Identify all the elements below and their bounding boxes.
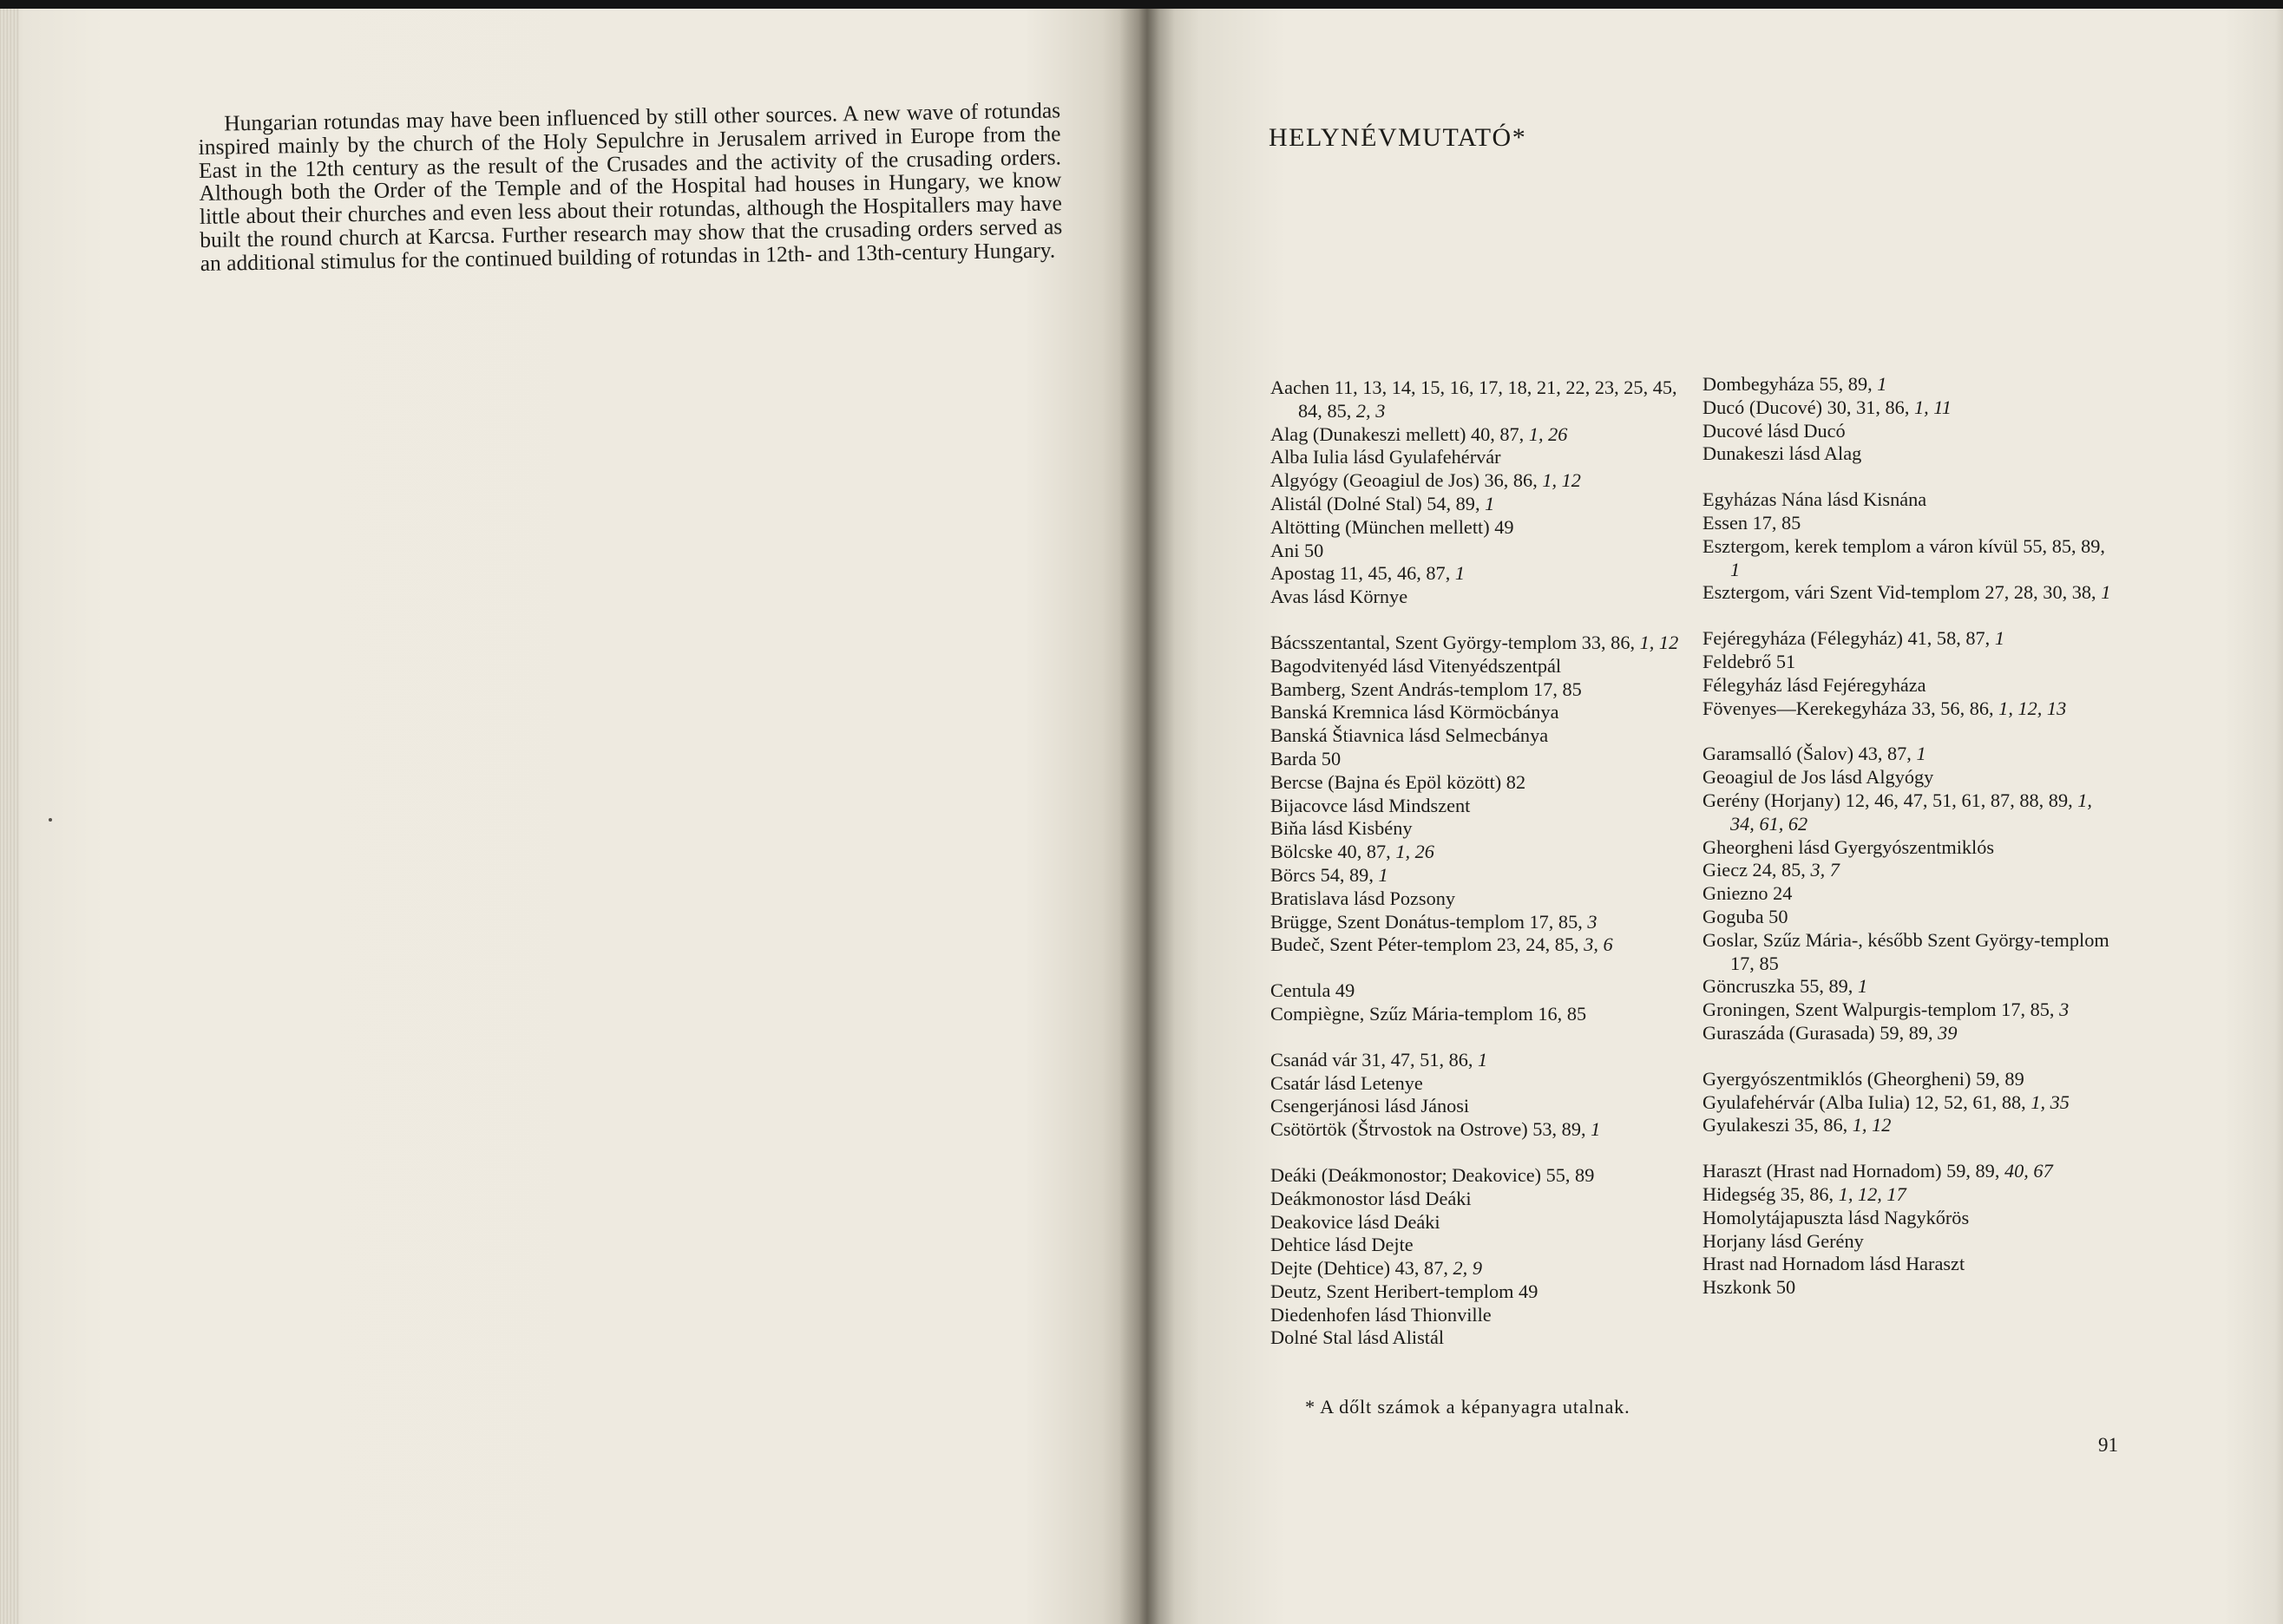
index-entry [1270,678,1687,702]
ink-speck [49,818,52,822]
entry-text: Csatár lásd Letenye [1270,1071,1423,1094]
index-entry [1270,377,1687,423]
index-entry [1702,766,2119,789]
entry-text: Csanád vár 31, 47, 51, 86, [1270,1048,1479,1071]
entry-figure-refs: 1 [1916,743,1926,765]
index-entry [1270,516,1687,540]
entry-text: Alba Iulia lásd Gyulafehérvár [1270,446,1501,468]
entry-text: Bölcske 40, 87, [1270,841,1396,863]
index-entry [1270,911,1687,934]
index-entry [1270,1211,1687,1234]
index-entry [1270,1118,1687,1142]
index-entry [1270,1188,1687,1211]
entry-text: Banská Kremnica lásd Körmöcbánya [1270,701,1559,724]
index-entry [1702,512,2119,535]
entry-text: Félegyház lásd Fejéregyháza [1702,673,1926,696]
index-heading: HELYNÉVMUTATÓ* [1269,123,1527,152]
entry-figure-refs: 1 [2101,581,2111,604]
entry-text: Gyulakeszi 35, 86, [1702,1114,1853,1136]
index-entry [1270,979,1687,1003]
entry-gap [1702,1045,2119,1068]
entry-figure-refs: 1, 34, 61, 62 [1730,789,2092,835]
entry-gap [1702,605,2119,627]
entry-text: Hszkonk 50 [1702,1276,1796,1299]
entry-gap [1270,957,1687,979]
index-entry [1270,586,1687,609]
index-entry [1270,724,1687,748]
index-entry [1702,789,2119,836]
entry-text: Esztergom, vári Szent Vid-templom 27, 28, 30, 38, [1702,581,2102,604]
entry-text: Egyházas Nána lásd Kisnána [1702,488,1927,511]
body-text [198,99,1063,275]
entry-figure-refs: 1, 11 [1913,396,1952,418]
entry-figure-refs: 3, 6 [1584,933,1613,956]
entry-text: Brügge, Szent Donátus-templom 17, 85, [1270,910,1588,933]
entry-figure-refs: 1, 12 [1542,469,1581,492]
entry-figure-refs: 1 [1485,492,1495,514]
entry-text: Deutz, Szent Heribert-templom 49 [1270,1280,1538,1302]
entry-figure-refs: 1, 12, 17 [1838,1182,1906,1205]
entry-text: Barda 50 [1270,747,1342,769]
entry-text: Ani 50 [1270,539,1324,561]
index-entry [1702,906,2119,929]
index-entry [1270,1095,1687,1118]
index-entry [1702,836,2119,860]
index-entry [1270,1072,1687,1096]
entry-gap [1270,1142,1687,1164]
entry-text: Haraszt (Hrast nad Hornadom) 59, 89, [1702,1160,2004,1182]
entry-text: Gerény (Horjany) 12, 46, 47, 51, 61, 87, 88, 89, [1702,789,2078,811]
index-entry [1270,446,1687,469]
entry-text: Gniezno 24 [1702,882,1793,905]
entry-text: Göncruszka 55, 89, [1702,975,1858,998]
entry-text: Alag (Dunakeszi mellett) 40, 87, [1270,422,1529,445]
index-entry [1270,1049,1687,1072]
index-entry [1702,674,2119,697]
entry-text: Dombegyháza 55, 89, [1702,373,1878,395]
entry-figure-refs: 3 [1587,910,1597,933]
entry-figure-refs: 2, 3 [1355,399,1386,422]
entry-text: Gheorgheni lásd Gyergyószentmiklós [1702,835,1995,858]
index-entry [1270,1234,1687,1257]
entry-text: Banská Štiavnica lásd Selmecbánya [1270,724,1549,747]
entry-text: Goslar, Szűz Mária-, később Szent György-templom 17, 85 [1702,928,2109,974]
index-entry [1270,1164,1687,1188]
index-entry [1702,1207,2119,1230]
entry-text: Bamberg, Szent András-templom 17, 85 [1270,678,1582,700]
index-entry [1270,817,1687,841]
entry-text: Alistál (Dolné Stal) 54, 89, [1270,492,1486,514]
index-entry [1270,1257,1687,1280]
entry-figure-refs: 1 [1378,863,1388,886]
entry-text: Bagodvitenyéd lásd Vitenyédszentpál [1270,654,1562,677]
index-entry [1270,701,1687,724]
entry-text: Fejéregyháza (Félegyház) 41, 58, 87, [1702,627,1995,650]
index-entry [1702,999,2119,1022]
entry-text: Centula 49 [1270,979,1355,1002]
index-entry [1702,882,2119,906]
entry-text: Giecz 24, 85, [1702,859,1811,881]
entry-text: Bácsszentantal, Szent György-templom 33, 86, [1270,631,1640,653]
entry-figure-refs: 2, 9 [1453,1257,1482,1280]
index-entry [1702,1091,2119,1115]
index-entry [1702,1183,2119,1207]
index-entry [1702,929,2119,976]
index-entry [1270,795,1687,818]
entry-figure-refs: 1, 26 [1395,841,1434,863]
index-entry [1270,887,1687,911]
entry-figure-refs: 1 [1877,373,1887,395]
index-entry [1702,1068,2119,1091]
index-entry [1270,841,1687,864]
index-entry [1702,627,2119,651]
entry-text: Biňa lásd Kisbény [1270,817,1413,840]
entry-text: Deakovice lásd Deáki [1270,1210,1440,1233]
index-entry [1270,423,1687,447]
index-entry [1702,1253,2119,1276]
entry-figure-refs: 1, 35 [2030,1090,2070,1113]
index-entry [1702,1160,2119,1183]
entry-figure-refs: 1 [1857,975,1868,998]
gutter-shadow [1119,0,1175,1624]
entry-text: Geoagiul de Jos lásd Algyógy [1702,766,1934,789]
entry-text: Avas lásd Környe [1270,586,1408,608]
entry-gap [1702,720,2119,743]
index-entry [1270,748,1687,771]
index-entry [1702,373,2119,396]
entry-text: Bratislava lásd Pozsony [1270,887,1456,909]
index-entry [1270,771,1687,795]
entry-text: Homolytájapuszta lásd Nagykőrös [1702,1206,1970,1228]
index-entry [1702,697,2119,721]
entry-text: Börcs 54, 89, [1270,863,1379,886]
index-entry [1270,1003,1687,1026]
entry-figure-refs: 1, 12 [1852,1114,1892,1136]
index-entry [1270,632,1687,655]
index-entry [1270,562,1687,586]
entry-text: Dehtice lásd Dejte [1270,1234,1414,1256]
entry-figure-refs: 1 [1994,627,2004,650]
entry-text: Aachen 11, 13, 14, 15, 16, 17, 18, 21, 22, 23, 25, 45, 84, 85, [1270,377,1677,422]
entry-figure-refs: 1 [1591,1118,1601,1141]
index-entry [1702,1022,2119,1045]
entry-text: Gyergyószentmiklós (Gheorgheni) 59, 89 [1702,1067,2024,1090]
index-entry [1702,651,2119,674]
entry-text: Altötting (München mellett) 49 [1270,515,1514,538]
entry-figure-refs: 1, 12 [1639,631,1679,653]
index-entry [1702,859,2119,882]
entry-text: Apostag 11, 45, 46, 87, [1270,562,1455,585]
entry-figure-refs: 3 [2059,999,2070,1021]
entry-text: Essen 17, 85 [1702,511,1801,534]
index-column-right [1702,373,2119,1300]
index-entry [1702,442,2119,466]
index-entry [1270,1304,1687,1327]
entry-text: Horjany lásd Gerény [1702,1229,1864,1252]
entry-figure-refs: 1 [1454,562,1465,585]
index-entry [1702,420,2119,443]
entry-text: Dolné Stal lásd Alistál [1270,1326,1445,1349]
entry-text: Hidegség 35, 86, [1702,1182,1839,1205]
entry-text: Guraszáda (Gurasada) 59, 89, [1702,1021,1939,1044]
entry-text: Deáki (Deákmonostor; Deakovice) 55, 89 [1270,1163,1595,1186]
entry-text: Gyulafehérvár (Alba Iulia) 12, 52, 61, 88, [1702,1090,2031,1113]
index-entry [1270,1280,1687,1304]
entry-text: Ducó (Ducové) 30, 31, 86, [1702,396,1914,418]
entry-text: Budeč, Szent Péter-templom 23, 24, 85, [1270,933,1584,956]
entry-text: Feldebrő 51 [1702,650,1796,672]
entry-gap [1270,609,1687,632]
page-edges [0,0,19,1624]
entry-text: Bijacovce lásd Mindszent [1270,794,1471,816]
entry-figure-refs: 3, 7 [1810,859,1840,881]
entry-text: Csötörtök (Štrvostok na Ostrove) 53, 89, [1270,1118,1591,1141]
index-entry [1702,488,2119,512]
index-entry [1702,1276,2119,1300]
index-column-left [1270,377,1687,1350]
index-entry [1270,864,1687,887]
index-entry [1702,1114,2119,1137]
entry-text: Fövenyes—Kerekegyháza 33, 56, 86, [1702,697,1999,719]
entry-figure-refs: 1, 26 [1528,422,1568,445]
index-entry [1702,581,2119,605]
index-entry [1270,655,1687,678]
index-entry [1702,396,2119,420]
entry-text: Dunakeszi lásd Alag [1702,442,1862,465]
entry-text: Csengerjánosi lásd Jánosi [1270,1095,1470,1117]
entry-gap [1270,1026,1687,1049]
index-entry [1702,1230,2119,1254]
entry-figure-refs: 39 [1938,1021,1958,1044]
entry-text: Garamsalló (Šalov) 43, 87, [1702,743,1917,765]
index-entry [1270,493,1687,516]
entry-figure-refs: 40, 67 [2004,1160,2053,1182]
entry-text: Algyógy (Geoagiul de Jos) 36, 86, [1270,469,1543,492]
index-entry [1270,1326,1687,1350]
entry-text: Compiègne, Szűz Mária-templom 16, 85 [1270,1002,1587,1025]
index-entry [1270,933,1687,957]
entry-text: Groningen, Szent Walpurgis-templom 17, 85, [1702,999,2060,1021]
entry-text: Ducové lásd Ducó [1702,419,1846,442]
entry-text: Diedenhofen lásd Thionville [1270,1303,1492,1326]
index-entry [1270,469,1687,493]
entry-figure-refs: 1 [1730,558,1741,580]
entry-text: Bercse (Bajna és Epöl között) 82 [1270,770,1526,793]
entry-text: Deákmonostor lásd Deáki [1270,1187,1472,1209]
paragraph: Hungarian rotundas may have been influenced by still other sources. A new wave of rotundas inspired mainly by the church of the Holy Sepulchre in Jerusalem arrived in Europe from the East in the 12th century as the result of the Crusades and the activity of the crusading orders. Although both the Order of the Temple and of the Hospital had houses in Hungary, we know little about their churches and even less about their rotundas, although the Hospitallers may have built the round church at Karcsa. Further research may show that the crusading orders served as an additional stimulus for the continued building of rotundas in 12th- and 13th-century Hungary. [198,97,1063,276]
footnote: * A dőlt számok a képanyagra utalnak. [1305,1396,1630,1418]
entry-figure-refs: 1, 12, 13 [1998,697,2067,719]
entry-text: Esztergom, kerek templom a váron kívül 55, 85, 89, [1702,534,2106,557]
top-edge [0,0,2283,9]
index-entry [1270,540,1687,563]
entry-text: Dejte (Dehtice) 43, 87, [1270,1257,1453,1280]
entry-gap [1702,466,2119,488]
entry-figure-refs: 1 [1478,1048,1488,1071]
entry-gap [1702,1137,2119,1160]
index-entry [1702,743,2119,766]
entry-text: Hrast nad Hornadom lásd Haraszt [1702,1253,1965,1275]
page-number: 91 [2098,1434,2118,1456]
index-entry [1702,975,2119,999]
index-entry [1702,535,2119,582]
entry-text: Goguba 50 [1702,905,1788,927]
